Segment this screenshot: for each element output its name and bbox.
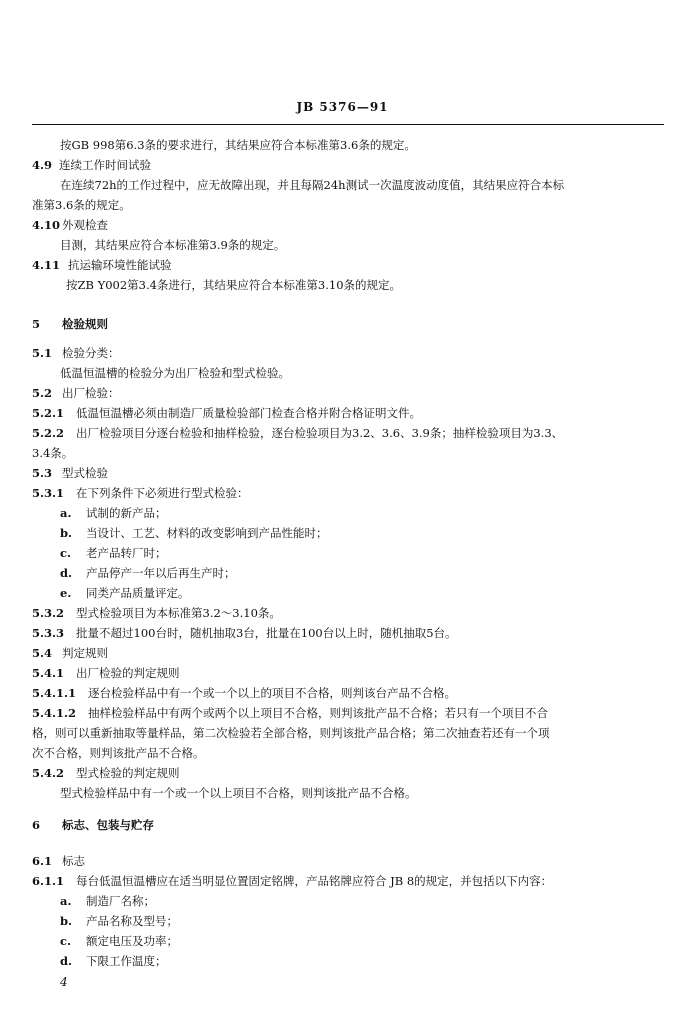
body-line: 准第3.6条的规定。 bbox=[32, 198, 131, 212]
body-line: 型式检验样品中有一个或一个以上项目不合格，则判该批产品不合格。 bbox=[60, 786, 417, 800]
body-line: 格，则可以重新抽取等量样品，第二次检验若全部合格，则判该批产品合格；第二次抽查若还有一个项 bbox=[32, 726, 550, 740]
header-rule bbox=[32, 124, 664, 125]
list-item: b. 产品名称及型号； bbox=[60, 914, 178, 928]
list-item: b. 当设计、工艺、材料的改变影响到产品性能时； bbox=[60, 526, 328, 540]
clause-line: 5.4.1.2 抽样检验样品中有两个或两个以上项目不合格，则判该批产品不合格；若只有一个项目不合 bbox=[32, 706, 548, 720]
list-item: e. 同类产品质量评定。 bbox=[60, 586, 190, 600]
section-heading: 4.10 外观检查 bbox=[32, 218, 108, 232]
section-heading: 6.1 标志 bbox=[32, 854, 85, 868]
body-line: 在连续72h的工作过程中，应无故障出现，并且每隔24h测试一次温度波动度值，其结果应符合本标 bbox=[60, 178, 565, 192]
list-item: a. 制造厂名称； bbox=[60, 894, 155, 908]
list-item: d. 产品停产一年以后再生产时； bbox=[60, 566, 236, 580]
clause-line: 5.2.1 低温恒温槽必须由制造厂质量检验部门检查合格并附合格证明文件。 bbox=[32, 406, 421, 420]
section-heading: 5.2 出厂检验： bbox=[32, 386, 120, 400]
clause-line: 5.3.1 在下列条件下必须进行型式检验： bbox=[32, 486, 249, 500]
section-heading: 4.11 抗运输环境性能试验 bbox=[32, 258, 172, 272]
clause-line: 6.1.1 每台低温恒温槽应在适当明显位置固定铭牌，产品铭牌应符合 JB 8的规定，并包括以下内容： bbox=[32, 874, 553, 888]
body-line: 按GB 998第6.3条的要求进行，其结果应符合本标准第3.6条的规定。 bbox=[60, 138, 416, 152]
section-heading: 5.4 判定规则 bbox=[32, 646, 108, 660]
clause-line: 5.3.3 批量不超过100台时，随机抽取3台，批量在100台以上时，随机抽取5台。 bbox=[32, 626, 457, 640]
section-heading: 5.1 检验分类： bbox=[32, 346, 120, 360]
list-item: c. 额定电压及功率； bbox=[60, 934, 178, 948]
chapter-heading: 6 标志、包装与贮存 bbox=[32, 818, 154, 832]
section-heading: 4.9 连续工作时间试验 bbox=[32, 158, 151, 172]
body-line: 按ZB Y002第3.4条进行，其结果应符合本标准第3.10条的规定。 bbox=[66, 278, 402, 292]
section-heading: 5.3 型式检验 bbox=[32, 466, 108, 480]
clause-line: 5.3.2 型式检验项目为本标准第3.2～3.10条。 bbox=[32, 606, 281, 620]
body-line: 目测，其结果应符合本标准第3.9条的规定。 bbox=[60, 238, 286, 252]
list-item: c. 老产品转厂时； bbox=[60, 546, 167, 560]
body-line: 次不合格，则判该批产品不合格。 bbox=[32, 746, 205, 760]
body-line: 低温恒温槽的检验分为出厂检验和型式检验。 bbox=[60, 366, 290, 380]
document-header: JB 5376—91 bbox=[296, 100, 389, 114]
clause-line: 5.2.2 出厂检验项目分逐台检验和抽样检验，逐台检验项目为3.2、3.6、3.9条；抽样检验项目为3.3、 bbox=[32, 426, 564, 440]
list-item: d. 下限工作温度； bbox=[60, 954, 167, 968]
clause-line: 5.4.2 型式检验的判定规则 bbox=[32, 766, 180, 780]
body-line: 3.4条。 bbox=[32, 446, 74, 460]
page-number: 4 bbox=[60, 975, 68, 989]
clause-line: 5.4.1.1 逐台检验样品中有一个或一个以上的项目不合格，则判该台产品不合格。 bbox=[32, 686, 456, 700]
list-item: a. 试制的新产品； bbox=[60, 506, 167, 520]
chapter-heading: 5 检验规则 bbox=[32, 317, 108, 331]
clause-line: 5.4.1 出厂检验的判定规则 bbox=[32, 666, 180, 680]
